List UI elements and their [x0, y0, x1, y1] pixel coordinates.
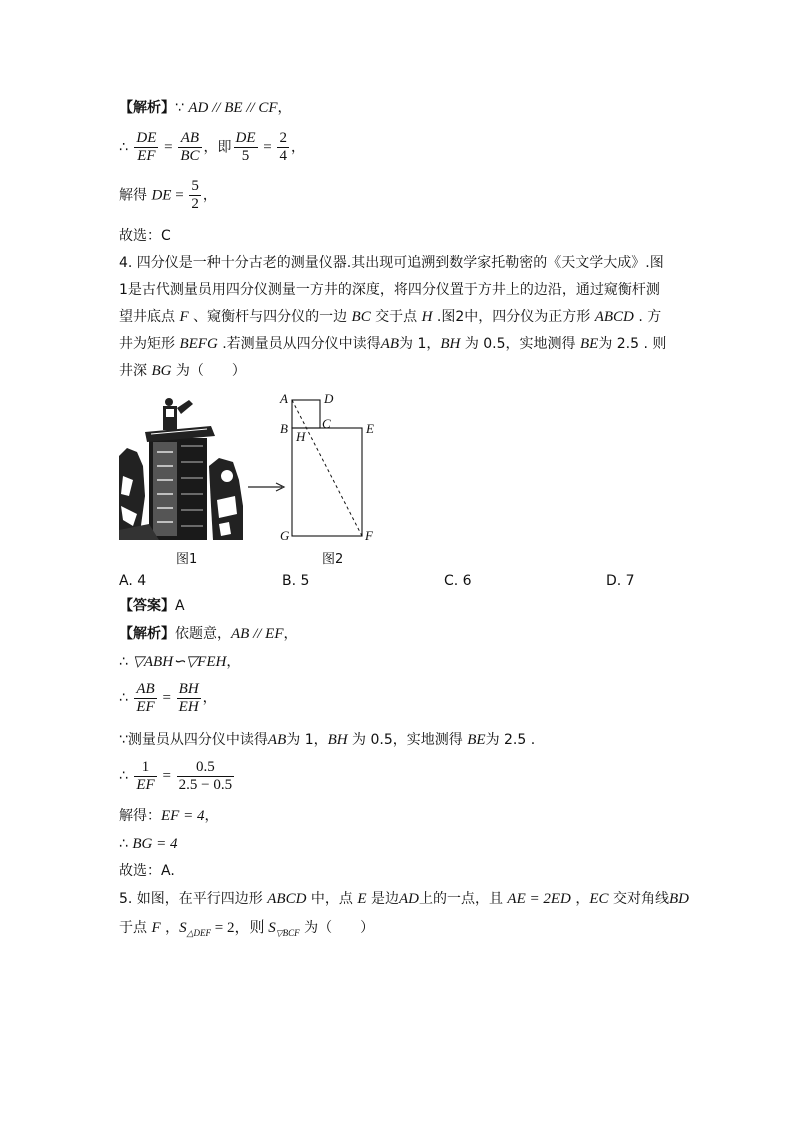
q4-solution-line-4: ∵测量员从四分仪中读得AB为 1，BH 为 0.5，实地测得 BE为 2.5 .	[119, 732, 536, 748]
option-c: C. 6	[444, 573, 472, 589]
label-d: D	[324, 391, 334, 406]
figure-2-diagram	[276, 388, 386, 546]
fraction-ab-bc: $\frac{AB}{BC}$	[180, 130, 200, 164]
q4-text-line-3: 望井底点 F 、窥衡杆与四分仪的一边 BC 交于点 H .图2中，四分仪为正方形 ABCD . 方	[119, 309, 662, 325]
q5-text-line-1: 5. 如图，在平行四边形 ABCD 中，点 E 是边AD上的一点，且 AE = 2ED ，EC 交对角线BD	[119, 891, 689, 907]
fraction-5-2: $\frac{5}{2}$	[191, 178, 199, 212]
q4-solution-line-2: ∴ ▽ABH∽▽FEH，	[119, 654, 241, 670]
label-f: F	[365, 528, 373, 543]
figure-2-caption: 图2	[322, 552, 344, 567]
q4-text-line-4: 井为矩形 BEFG .若测量员从四分仪中读得AB为 1，BH 为 0.5，实地测得 BE为 2.5 . 则	[119, 336, 667, 352]
fraction-de-5: $\frac{DE}{5}$	[235, 130, 256, 164]
q4-text-line-1: 4. 四分仪是一种十分古老的测量仪器.其出现可追溯到数学家托勒密的《天文学大成》.图	[119, 255, 664, 271]
prev-solution-line-3: 解得 DE = $\frac{5}{2}$ ，	[119, 178, 217, 212]
q5-text-line-2: 于点 F ，$S_{\triangle DEF} = 2$，则 $S_{▽BCF}$ 为（ ）	[119, 920, 375, 938]
square-abcd	[292, 400, 320, 428]
q4-answer: 【答案】A	[119, 598, 185, 614]
fraction-05-diff: $\frac{0.5}{2.5 - 0.5}$	[178, 758, 233, 793]
rectangle-befg	[292, 428, 362, 536]
fraction-bh-eh: $\frac{BH}{EH}$	[178, 680, 199, 715]
q4-solution-line-5: ∴ $\frac{1}{EF}$ = $\frac{0.5}{2.5 - 0.5}$	[119, 758, 233, 793]
label-e: E	[366, 421, 374, 436]
q4-solution-line-6: 解得：EF = 4，	[119, 808, 219, 824]
q4-text-line-5: 井深 BG 为（ ）	[119, 363, 246, 379]
q4-solution-line-1: 【解析】依题意，AB // EF，	[119, 626, 298, 642]
label-a: A	[280, 391, 288, 406]
q4-text-line-2: 1是古代测量员用四分仪测量一方井的深度，将四分仪置于方井上的边沿，通过窥衡杆测	[119, 282, 660, 298]
option-d: D. 7	[606, 573, 635, 589]
option-b: B. 5	[282, 573, 310, 589]
figure-1-illustration	[119, 396, 243, 540]
fraction-1-ef: $\frac{1}{EF}$	[136, 758, 155, 793]
q4-solution-line-8: 故选：A.	[119, 863, 175, 879]
fraction-de-ef: $\frac{DE}{EF}$	[136, 130, 157, 164]
prev-answer-line: 故选：C	[119, 228, 171, 244]
fraction-ab-ef: $\frac{AB}{EF}$	[136, 680, 155, 715]
label-b: B	[280, 421, 288, 436]
label-h: H	[296, 429, 306, 444]
label-c: C	[322, 416, 331, 431]
prev-solution-line-1: 【解析】∵ AD // BE // CF，	[119, 100, 292, 116]
option-a: A. 4	[119, 573, 147, 589]
q4-solution-line-3: ∴ $\frac{AB}{EF}$ = $\frac{BH}{EH}$ ，	[119, 680, 217, 715]
prev-solution-line-2: ∴ $\frac{DE}{EF}$ = $\frac{AB}{BC}$ ，即 $\frac{DE}{5}$ = $\frac{2}{4}$ ，	[119, 130, 305, 164]
label-g: G	[280, 528, 290, 543]
fraction-2-4: $\frac{2}{4}$	[279, 130, 287, 164]
figure-1-caption: 图1	[176, 552, 198, 567]
q4-solution-line-7: ∴ BG = 4	[119, 836, 178, 852]
